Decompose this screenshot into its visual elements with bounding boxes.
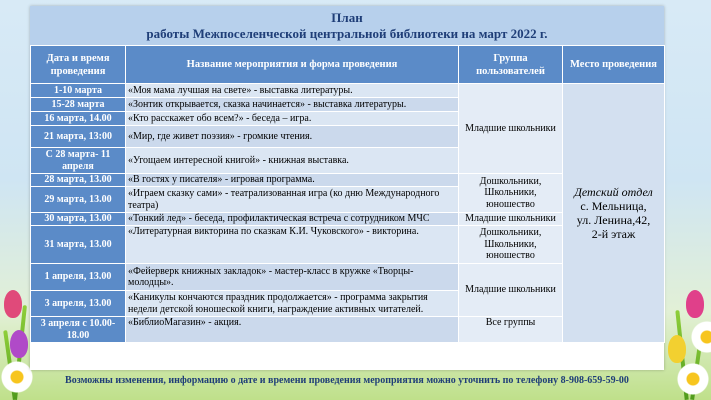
group-cell: Дошкольники, Школьники, юношество: [459, 174, 563, 213]
table-row-event: «Играем сказку сами» - театрализованная игра (ко дню Международного театра): [126, 187, 459, 213]
header-date: Дата и время проведения: [31, 46, 126, 84]
page-title: [30, 6, 664, 45]
table-row-date: 31 марта, 13.00: [31, 226, 126, 264]
place-line-4: 2-й этаж: [591, 227, 636, 241]
daisy-flower-icon: [676, 362, 710, 396]
table-row-date: С 28 марта- 11 апреля: [31, 148, 126, 174]
table-row-event: «БиблиоМагазин» - акция.: [126, 317, 459, 343]
table-row-date: 1-10 марта: [31, 84, 126, 98]
title-line-1: План: [331, 10, 363, 25]
table-row-date: 1 апреля, 13.00: [31, 264, 126, 291]
table-row-date: 29 марта, 13.00: [31, 187, 126, 213]
footer-note: Возможны изменения, информацию о дате и времени проведения мероприятия можно уточнить по телефону 8-908-659-59-00: [65, 375, 629, 386]
group-cell: Дошкольники, Школьники, юношество: [459, 226, 563, 264]
tulip-flower-icon: [686, 290, 704, 318]
title-line-2: работы Межпоселенческой центральной библиотеки на март 2022 г.: [146, 26, 548, 41]
table-row-date: 3 апреля, 13.00: [31, 291, 126, 317]
table-row-date: 28 марта, 13.00: [31, 174, 126, 187]
place-line-3: ул. Ленина,42,: [576, 213, 651, 227]
schedule-table: [30, 45, 665, 343]
table-row-event: «В гостях у писателя» - игровая программа.: [126, 174, 459, 187]
table-row-date: 3 апреля с 10.00-18.00: [31, 317, 126, 343]
table-row-date: 16 марта, 14.00: [31, 112, 126, 126]
table-row-event: «Мир, где живет поэзия» - громкие чтения.: [126, 126, 459, 148]
table-row-event: «Угощаем интересной книгой» - книжная выставка.: [126, 148, 459, 174]
group-cell: Младшие школьники: [459, 213, 563, 226]
table-row-date: 21 марта, 13:00: [31, 126, 126, 148]
table-row-event: «Моя мама лучшая на свете» - выставка литературы.: [126, 84, 459, 98]
place-line-1: Детский отдел: [574, 185, 653, 199]
tulip-flower-icon: [4, 290, 22, 318]
place-cell: [563, 84, 665, 343]
header-group: Группа пользователей: [459, 46, 563, 84]
table-row-event: «Кто расскажет обо всем?» - беседа – игра.: [126, 112, 459, 126]
header-event: Название мероприятия и форма проведения: [126, 46, 459, 84]
table-row-event: «Зонтик открывается, сказка начинается» - выставка литературы.: [126, 98, 459, 112]
table-row-date: 15-28 марта: [31, 98, 126, 112]
group-cell: Все группы: [459, 317, 563, 343]
group-cell: Младшие школьники: [459, 264, 563, 317]
table-row-event: «Тонкий лед» - беседа, профилактическая встреча с сотрудником МЧС: [126, 213, 459, 226]
table-row-event: «Литературная викторина по сказкам К.И. Чуковского» - викторина.: [126, 226, 459, 264]
tulip-flower-icon: [668, 335, 686, 363]
group-cell: Младшие школьники: [459, 84, 563, 174]
place-line-2: с. Мельница,: [580, 199, 647, 213]
header-place: Место проведения: [563, 46, 665, 84]
schedule-panel: [30, 6, 664, 370]
tulip-flower-icon: [10, 330, 28, 358]
table-row-event: «Фейерверк книжных закладок» - мастер-класс в кружке «Творцы-молодцы».: [126, 264, 459, 291]
daisy-flower-icon: [690, 320, 711, 354]
daisy-flower-icon: [0, 360, 34, 394]
table-row-event: «Каникулы кончаются праздник продолжается» - программа закрытия недели детской юношеской книги, награждение активных читателей.: [126, 291, 459, 317]
table-row-date: 30 марта, 13.00: [31, 213, 126, 226]
